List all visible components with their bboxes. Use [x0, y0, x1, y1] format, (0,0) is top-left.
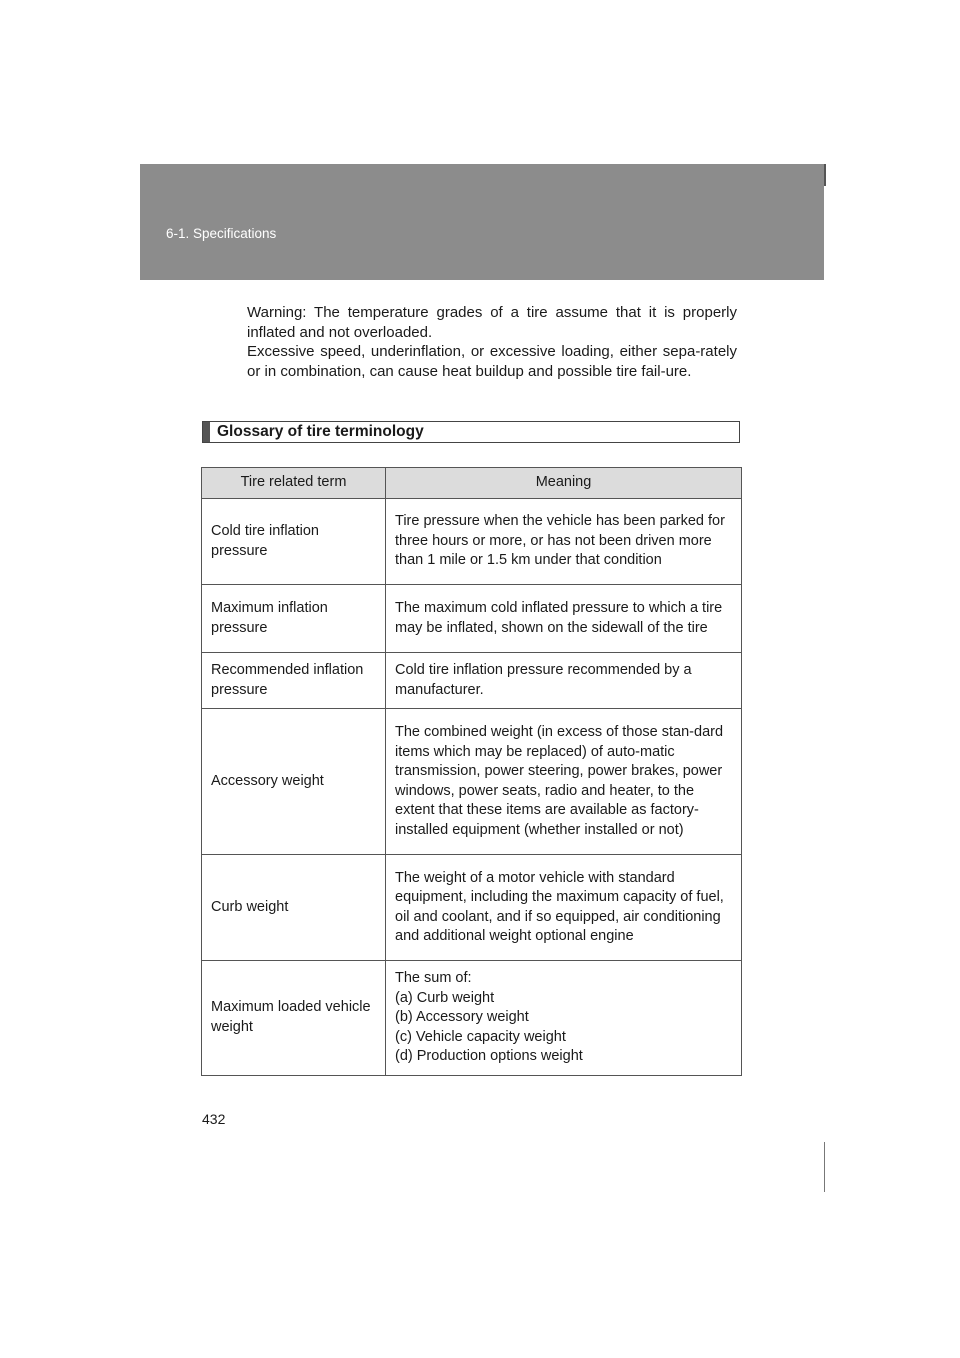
- meaning-cell: [386, 855, 742, 961]
- column-header-term: Tire related term: [202, 468, 386, 499]
- meaning-line: (a) Curb weight: [395, 989, 495, 1006]
- glossary-table: [201, 467, 742, 1076]
- warning-text: [247, 303, 737, 381]
- term-cell: Recommended inflation pressure: [202, 653, 386, 709]
- term-cell: Curb weight: [202, 855, 386, 961]
- meaning-line: Cold tire inflation pressure recommended by a manufacturer.: [395, 662, 692, 698]
- glossary-heading-text: Glossary of tire terminology: [217, 423, 424, 440]
- section-title: 6-1. Specifications: [166, 226, 277, 241]
- table-header-row: [202, 468, 742, 499]
- term-cell: Cold tire inflation pressure: [202, 499, 386, 585]
- glossary-heading: [202, 421, 740, 443]
- meaning-line: The combined weight (in excess of those stan-dard items which may be replaced) of auto-matic transmission, power steering, power brakes, power windows, power seats, radio and heater, to the extent that these items are available as factory-installed equipment (whether installed or not): [395, 724, 724, 838]
- page-number: 432: [202, 1111, 226, 1127]
- header-band: [140, 164, 824, 280]
- term-cell: Maximum loaded vehicle weight: [202, 961, 386, 1076]
- column-header-meaning: Meaning: [386, 468, 742, 499]
- meaning-cell: [386, 499, 742, 585]
- meaning-cell: [386, 961, 742, 1076]
- meaning-line: (d) Production options weight: [395, 1048, 583, 1064]
- meaning-cell: [386, 585, 742, 653]
- table-row: [202, 855, 742, 961]
- warning-paragraph: Warning: The temperature grades of a tire assume that it is properly inflated and not overloaded.: [247, 304, 737, 341]
- heading-accent-bar: [203, 422, 210, 442]
- table-row: [202, 585, 742, 653]
- page-edge-mark-bottom: [824, 1142, 825, 1192]
- meaning-line: (b) Accessory weight: [395, 1009, 529, 1025]
- term-cell: Accessory weight: [202, 709, 386, 855]
- table-row: [202, 709, 742, 855]
- term-cell: Maximum inflation pressure: [202, 585, 386, 653]
- page-edge-mark-top: [824, 164, 826, 186]
- glossary-table-body: [202, 499, 742, 1076]
- meaning-line: The sum of:: [395, 970, 472, 986]
- table-row: [202, 653, 742, 709]
- meaning-cell: [386, 709, 742, 855]
- meaning-line: Tire pressure when the vehicle has been parked for three hours or more, or has not been driven more than 1 mile or 1.5 km under that condition: [395, 513, 725, 569]
- meaning-line: (c) Vehicle capacity weight: [395, 1028, 566, 1045]
- table-row: [202, 961, 742, 1076]
- meaning-line: The maximum cold inflated pressure to which a tire may be inflated, shown on the sidewall of the tire: [395, 600, 723, 636]
- warning-paragraph: Excessive speed, underinflation, or excessive loading, either sepa-rately or in combination, can cause heat buildup and possible tire fail-ure.: [247, 343, 737, 380]
- meaning-line: The weight of a motor vehicle with standard equipment, including the maximum capacity of fuel, oil and coolant, and if so equipped, air conditioning and additional weight optional engine: [395, 869, 724, 944]
- meaning-cell: [386, 653, 742, 709]
- table-row: [202, 499, 742, 585]
